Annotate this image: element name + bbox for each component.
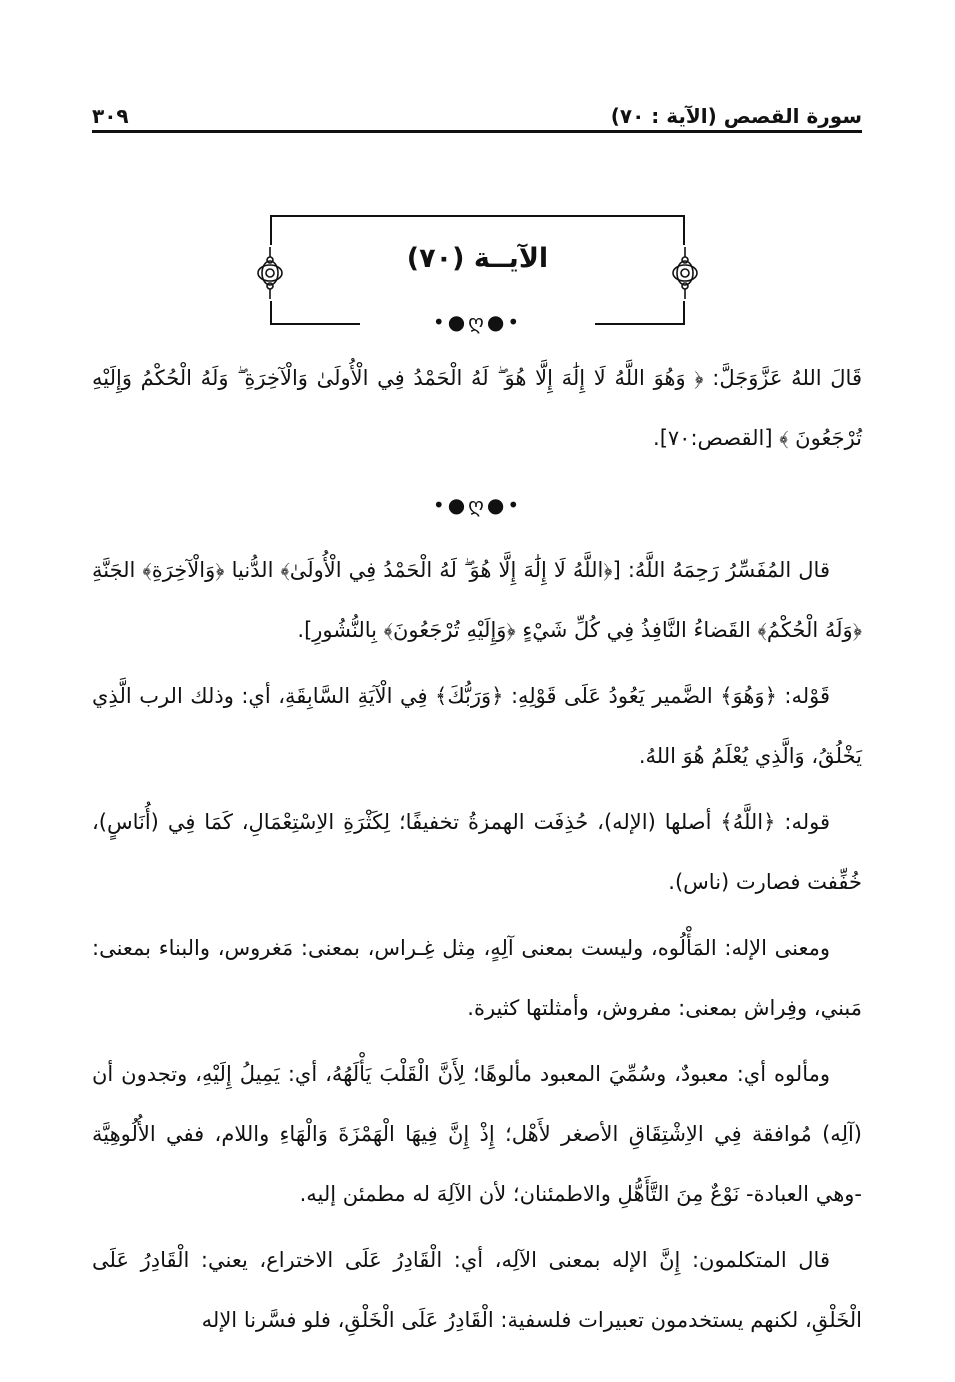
verse-text: قَالَ اللهُ عَزَّوَجَلَّ: ﴿ وَهُوَ اللَّهُ لَا إِلَٰهَ إِلَّا هُوَ ۖ لَهُ الْحَمْدُ فِي الْأُولَىٰ وَالْآخِرَةِ ۖ وَلَهُ الْحُكْمُ وَإِلَيْهِ تُرْجَعُونَ ﴾ [القصص:٧٠]. <box>92 366 862 450</box>
heading-frame <box>270 215 685 325</box>
paragraph: قال المُفَسِّرُ رَحِمَهُ اللَّهُ: [﴿اللَّهُ لَا إِلَٰهَ إِلَّا هُوَ ۖ لَهُ الْحَمْدُ فِي الْأُولَىٰ﴾ الدُّنيا ﴿وَالْآخِرَةِ﴾ الجَنَّةِ ﴿وَلَهُ الْحُكْمُ﴾ القَضاءُ النَّافِذُ فِي كُلِّ شَيْءٍ ﴿وَإِلَيْهِ تُرْجَعُونَ﴾ بِالنُّشُورِ]. <box>92 558 862 642</box>
frame-top-line <box>270 215 685 217</box>
ornament-divider: •●ღ●• <box>432 310 523 334</box>
paragraph: قال المتكلمون: إِنَّ الإله بمعنى الآلِه، أي: الْقَادِرُ عَلَى الاختراع، يعني: الْقَادِرُ عَلَى الْخَلْقِ، لكنهم يستخدمون تعبيرات فلسفية: الْقَادِرُ عَلَى الْخَلْقِ، فلو فسَّرنا الإله <box>92 1248 862 1332</box>
page-number: ٣٠٩ <box>92 104 129 128</box>
header-rule <box>92 130 862 133</box>
paragraph: ومألوه أي: معبودٌ، وسُمِّيَ المعبود مألوهًا؛ لِأَنَّ الْقَلْبَ يَأْلَهُهُ، أي: يَمِيلُ إِلَيْهِ، وتجدون أن (آلِه) مُوافقة فِي الاِشْتِقَاقِ الأصغر لأَهْل؛ إِذْ إِنَّ فِيهَا الْهَمْزَةَ وَالْهَاءِ واللام، ففي الأُلُوهِيَّة -وهي العبادة- نَوْعٌ مِنَ التَّأَهُّلِ والاطمئنان؛ لأن الآلِهَ له مطمئن إليه. <box>92 1062 862 1206</box>
surah-title: سورة القصص (الآية : ٧٠) <box>610 104 862 128</box>
paragraph: ومعنى الإله: المَأْلُوه، وليست بمعنى آلِهٍ، مِثل غِـراس، بمعنى: مَغروس، والبناء بمعنى: مَبني، وفِراش بمعنى: مفروش، وأمثلتها كثيرة. <box>92 936 862 1020</box>
ornament-divider: •●ღ●• <box>432 493 523 517</box>
section-heading: الآيــة (٧٠) <box>406 243 549 274</box>
paragraph: قوله: ﴿اللَّهُ﴾ أصلها (الإله)، حُذِفَت الهمزةُ تخفيفًا؛ لِكَثْرَةِ الاِسْتِعْمَالِ، كَمَا فِي (أُنَاسٍ)، خُفِّفت فصارت (ناس). <box>92 810 862 894</box>
paragraph: قَوْله: ﴿وَهُوَ﴾ الضَّمير يَعُودُ عَلَى قَوْلِهِ: ﴿وَرَبُّكَ﴾ فِي الْآيَةِ السَّابِقَةِ، أي: وذلك الرب الَّذِي يَخْلُقُ، وَالَّذِي يُعْلَمُ هُوَ اللهُ. <box>92 684 862 768</box>
verse-block <box>92 348 862 474</box>
commentary-body <box>92 540 862 1356</box>
running-header <box>92 92 862 128</box>
